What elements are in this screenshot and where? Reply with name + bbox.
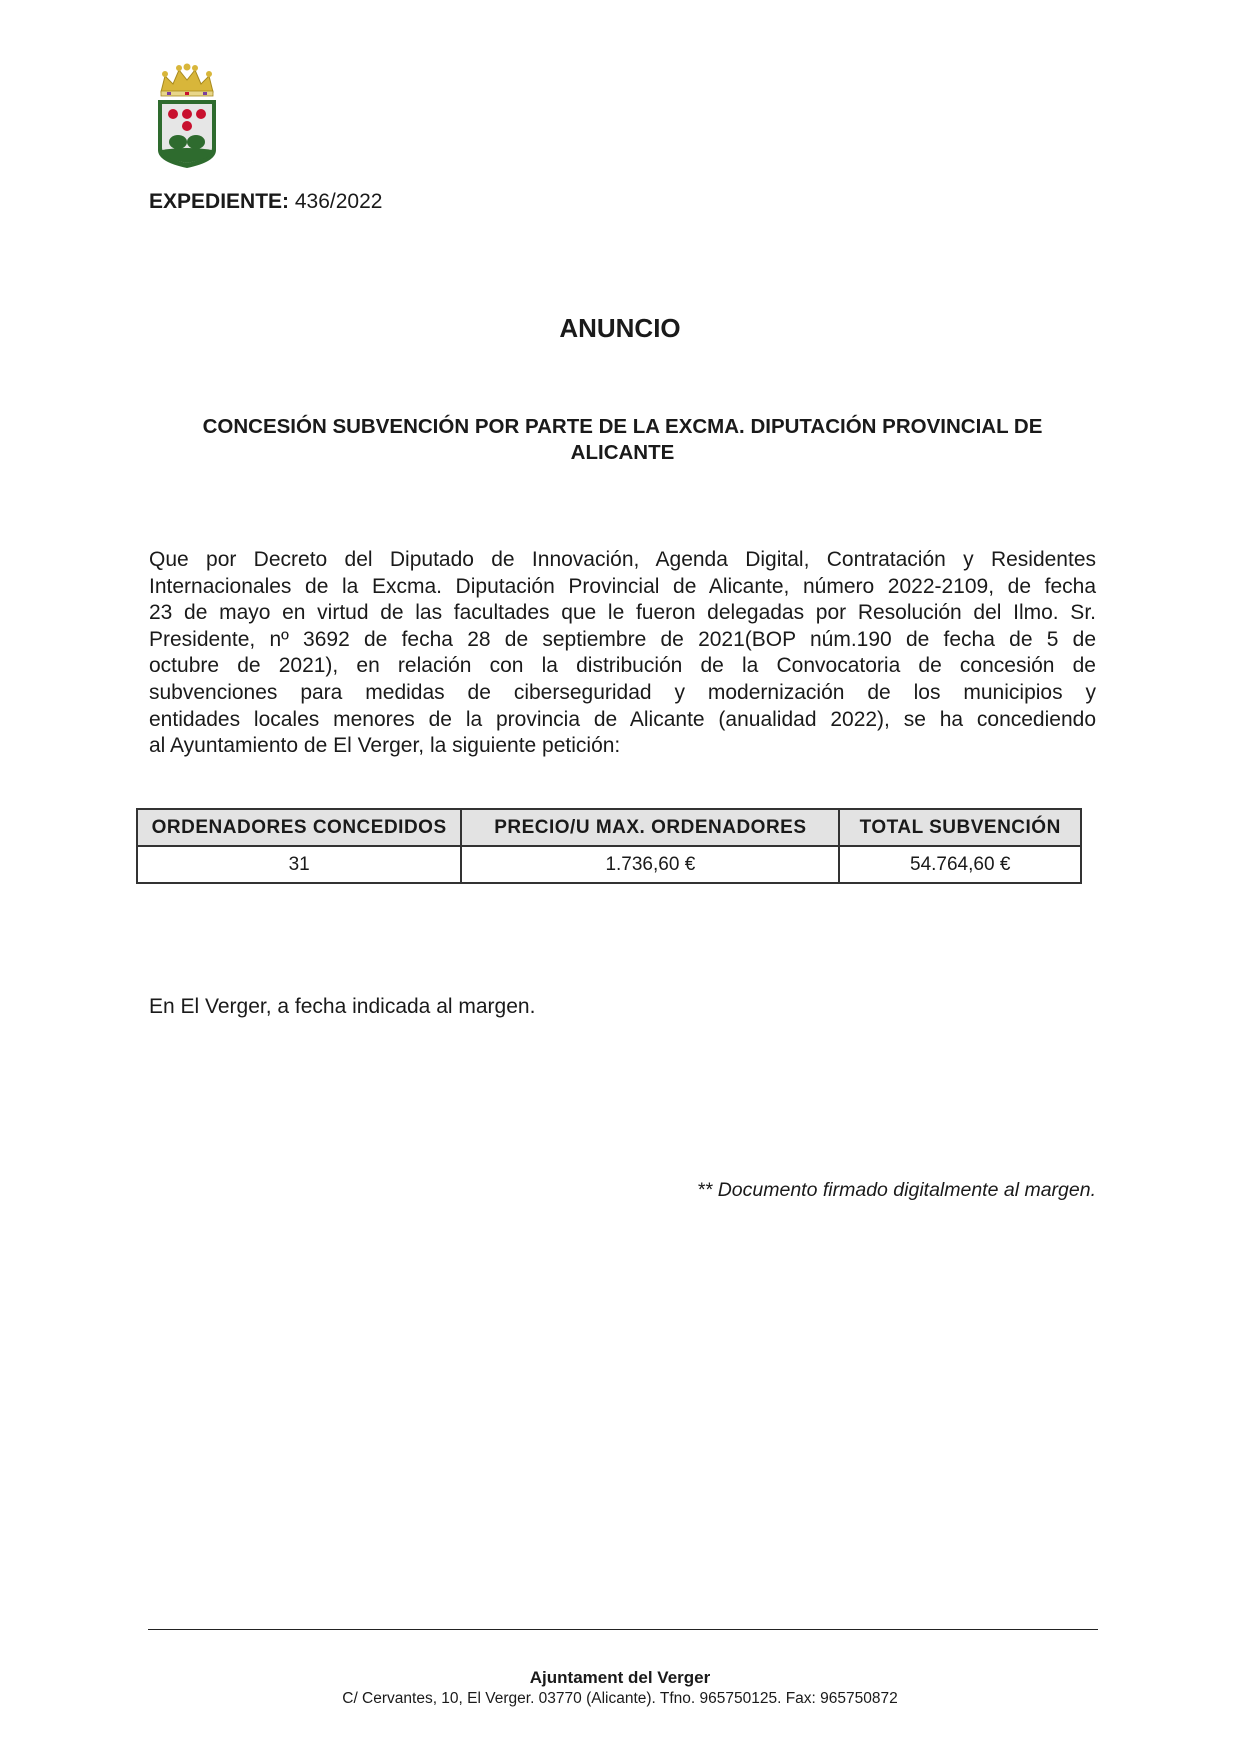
table-header-row — [137, 809, 1081, 846]
expediente-number: 436/2022 — [294, 190, 383, 213]
body-line: Que por Decreto del Diputado de Innovación, Agenda Digital, Contratación y Residentes — [149, 548, 1096, 571]
column-header-precio-unitario: PRECIO/U MAX. ORDENADORES — [461, 809, 839, 846]
footer-divider — [148, 1629, 1098, 1630]
grant-table — [136, 808, 1082, 884]
column-header-total-subvencion: TOTAL SUBVENCIÓN — [839, 809, 1081, 846]
crown-icon — [161, 64, 213, 97]
body-line: subvenciones para medidas de ciberseguridad y modernización de los municipios y — [149, 680, 1096, 704]
expediente-label: EXPEDIENTE: — [149, 190, 290, 213]
subtitle-line: CONCESIÓN SUBVENCIÓN POR PARTE DE LA EXCMA. DIPUTACIÓN PROVINCIAL DE — [202, 415, 1043, 438]
footer-organization: Ajuntament del Verger — [529, 1668, 711, 1687]
document-title: ANUNCIO — [559, 313, 681, 343]
body-line: 23 de mayo en virtud de las facultades que le fueron delegadas por Resolución del Ilmo. Sr. — [149, 601, 1096, 625]
digital-signature-note: ** Documento firmado digitalmente al margen. — [697, 1179, 1096, 1201]
cell-ordenadores-concedidos: 31 — [137, 846, 461, 883]
body-line: Internacionales de la Excma. Diputación Provincial de Alicante, número 2022-2109, de fecha — [149, 574, 1096, 598]
body-line: Presidente, nº 3692 de fecha 28 de septiembre de 2021(BOP núm.190 de fecha de 5 de — [149, 627, 1096, 651]
expediente-reference — [149, 190, 382, 214]
municipal-crest-logo — [155, 62, 219, 170]
footer-address: C/ Cervantes, 10, El Verger. 03770 (Alicante). Tfno. 965750125. Fax: 965750872 — [342, 1690, 898, 1707]
body-paragraph — [149, 547, 1096, 760]
cell-precio-unitario: 1.736,60 € — [461, 846, 839, 883]
body-line: octubre de 2021), en relación con la distribución de la Convocatoria de concesión de — [149, 654, 1096, 678]
body-line: entidades locales menores de la provincia de Alicante (anualidad 2022), se ha concediendo — [149, 707, 1096, 731]
closing-statement: En El Verger, a fecha indicada al margen. — [149, 995, 536, 1018]
cell-total-subvencion: 54.764,60 € — [839, 846, 1081, 883]
subtitle-line: ALICANTE — [570, 441, 675, 464]
document-subtitle — [149, 414, 1096, 466]
body-line: al Ayuntamiento de El Verger, la siguiente petición: — [149, 734, 621, 758]
shield-icon — [158, 100, 216, 168]
column-header-ordenadores-concedidos: ORDENADORES CONCEDIDOS — [137, 809, 461, 846]
table-row — [137, 846, 1081, 883]
